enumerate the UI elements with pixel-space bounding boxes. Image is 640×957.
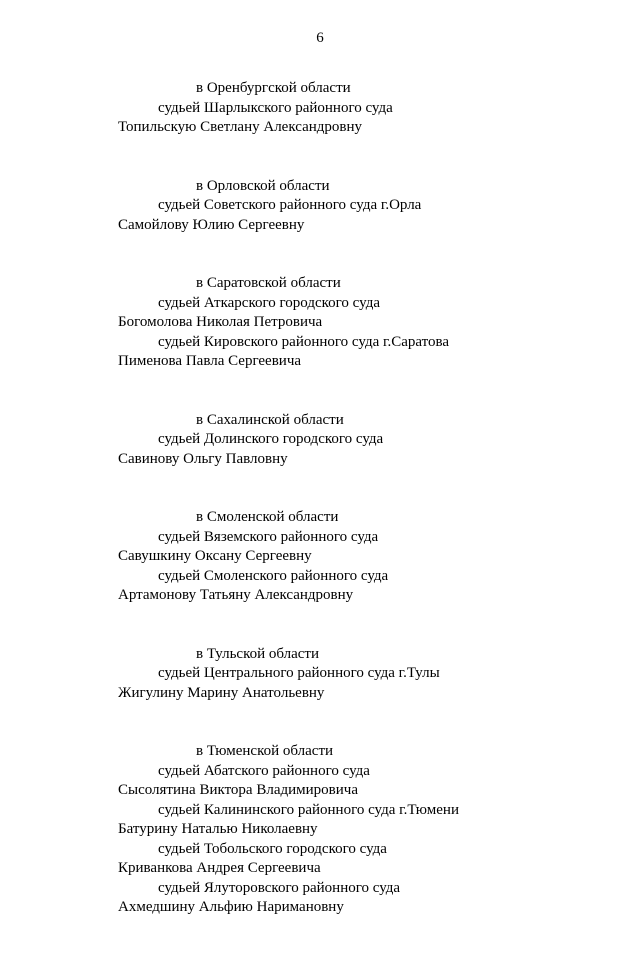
region-block [118,274,618,372]
appointee-name: Богомолова Николая Петровича [118,314,323,330]
appointee-name: Топильскую Светлану Александровну [118,119,363,135]
appointments-list [118,79,618,957]
appointee-name: Сысолятина Виктора Владимировича [118,782,358,798]
court-position: судьей Аткарского городского суда [158,294,380,311]
region-block [118,411,618,470]
court-position: судьей Тобольского городского суда [158,840,387,857]
appointee-name: Криванкова Андрея Сергеевича [118,860,321,876]
court-position: судьей Абатского районного суда [158,762,370,779]
region-block [118,645,618,704]
court-position: судьей Шарлыкского районного суда [158,99,393,116]
appointee-name: Савинову Ольгу Павловну [118,450,288,467]
court-position: судьей Центрального районного суда г.Тулы [158,665,440,681]
region-block [118,742,618,918]
region-block [118,177,618,236]
appointee-name: Артамонову Татьяну Александровну [118,587,354,603]
appointee-name: Пименова Павла Сергеевича [118,353,302,369]
appointee-name: Савушкину Оксану Сергеевну [118,548,312,564]
page-number: 6 [316,30,324,46]
region-title: в Тюменской области [196,743,334,759]
court-position: судьей Кировского районного суда г.Саратова [158,333,450,350]
court-position: судьей Советского районного суда г.Орла [158,197,422,213]
appointee-name: Жигулину Марину Анатольевну [118,684,325,701]
court-position: судьей Ялуторовского районного суда [158,879,401,896]
region-title: в Орловской области [196,177,330,194]
region-title: в Оренбургской области [196,80,351,96]
region-title: в Смоленской области [196,509,339,525]
appointee-name: Ахмедшину Альфию Наримановну [118,899,344,915]
region-block [118,79,618,138]
region-title: в Саратовской области [196,275,341,291]
region-title: в Тульской области [196,645,320,662]
court-position: судьей Смоленского районного суда [158,567,389,584]
appointee-name: Самойлову Юлию Сергеевну [118,216,305,233]
court-position: судьей Калининского районного суда г.Тюмени [158,801,459,818]
region-block [118,508,618,606]
appointee-name: Батурину Наталью Николаевну [118,821,318,837]
court-position: судьей Вяземского районного суда [158,528,379,545]
region-title: в Сахалинской области [196,411,344,428]
court-position: судьей Долинского городского суда [158,431,384,447]
